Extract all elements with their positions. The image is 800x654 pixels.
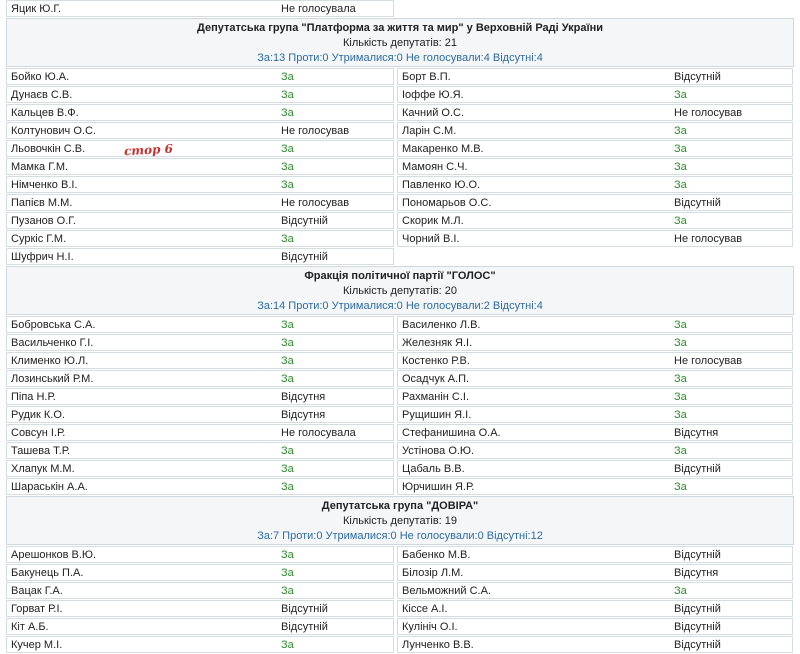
deputy-name: Кальцев В.Ф. [11, 106, 79, 119]
table-row [6, 122, 794, 140]
deputy-cell [397, 546, 793, 563]
table-row [6, 316, 794, 334]
table-row [6, 352, 794, 370]
vote-value: За [674, 390, 687, 403]
deputy-name: Ташева Т.Р. [11, 444, 71, 457]
deputy-cell [397, 370, 793, 387]
deputy-cell [397, 212, 793, 229]
faction-header [6, 496, 794, 545]
deputy-cell [6, 618, 394, 635]
vote-value: Не голосувала [281, 426, 356, 439]
deputy-cell [397, 176, 793, 193]
deputy-name: Осадчук А.П. [402, 372, 470, 385]
deputy-name: Горват Р.І. [11, 602, 63, 615]
deputy-cell [6, 140, 394, 157]
table-row [6, 424, 794, 442]
vote-value: Відсутній [674, 548, 721, 561]
vote-value: За [281, 566, 294, 579]
table-row [6, 406, 794, 424]
table-row [6, 68, 794, 86]
deputy-cell [6, 406, 394, 423]
vote-value: За [674, 480, 687, 493]
deputy-name: Мамка Г.М. [11, 160, 69, 173]
deputy-cell [6, 0, 394, 17]
empty-cell [397, 248, 793, 265]
deputy-name: Устінова О.Ю. [402, 444, 475, 457]
deputy-name: Яцик Ю.Г. [11, 2, 62, 15]
vote-value: За [674, 444, 687, 457]
vote-value: Відсутній [281, 620, 328, 633]
vote-value: За [281, 160, 294, 173]
vote-value: За [281, 232, 294, 245]
vote-summary: За:13 Проти:0 Утрималися:0 Не голосували:4 Відсутні:4 [257, 52, 543, 64]
deputy-name: Арешонков В.Ю. [11, 548, 97, 561]
deputy-name: Хлапук М.М. [11, 462, 75, 475]
table-row [6, 334, 794, 352]
vote-value: За [281, 480, 294, 493]
deputy-name: Кіт А.Б. [11, 620, 49, 633]
vote-value: За [281, 142, 294, 155]
deputy-cell [397, 68, 793, 85]
deputy-cell [6, 248, 394, 265]
deputy-count: Кількість депутатів: 19 [342, 515, 458, 527]
deputy-cell [397, 194, 793, 211]
table-row [6, 0, 794, 18]
faction-title: Депутатська група "Платформа за життя та мир" у Верховній Раді України [196, 22, 604, 34]
deputy-cell [6, 478, 394, 495]
vote-value: За [281, 70, 294, 83]
deputy-cell [6, 424, 394, 441]
vote-value: Відсутня [281, 390, 326, 403]
deputy-cell [6, 104, 394, 121]
vote-value: Відсутня [674, 426, 719, 439]
deputy-cell [6, 564, 394, 581]
deputy-cell [6, 600, 394, 617]
deputy-cell [397, 478, 793, 495]
vote-value: Не голосував [281, 196, 350, 209]
table-row [6, 582, 794, 600]
vote-value: За [674, 372, 687, 385]
deputy-name: Суркіс Г.М. [11, 232, 67, 245]
deputy-name: Ларін С.М. [402, 124, 457, 137]
deputy-cell [6, 388, 394, 405]
vote-value: За [674, 178, 687, 191]
deputy-name: Железняк Я.І. [402, 336, 473, 349]
deputy-cell [397, 636, 793, 653]
deputy-name: Лунченко В.В. [402, 638, 474, 651]
deputy-name: Юрчишин Я.Р. [402, 480, 475, 493]
table-row [6, 370, 794, 388]
vote-value: Не голосував [281, 124, 350, 137]
vote-value: Не голосував [674, 232, 743, 245]
deputy-name: Скорик М.Л. [402, 214, 464, 227]
table-row [6, 388, 794, 406]
vote-value: За [674, 408, 687, 421]
vote-value: За [281, 548, 294, 561]
deputy-cell [6, 370, 394, 387]
vote-value: За [281, 354, 294, 367]
table-row [6, 478, 794, 496]
table-row [6, 600, 794, 618]
deputy-count: Кількість депутатів: 21 [342, 37, 458, 49]
deputy-cell [397, 424, 793, 441]
vote-value: За [674, 214, 687, 227]
deputy-name: Піпа Н.Р. [11, 390, 56, 403]
faction-title: Депутатська група "ДОВІРА" [321, 500, 479, 512]
deputy-count: Кількість депутатів: 20 [342, 285, 458, 297]
vote-value: Відсутній [281, 602, 328, 615]
deputy-cell [397, 618, 793, 635]
vote-value: За [674, 142, 687, 155]
faction-header [6, 266, 794, 315]
vote-value: За [281, 106, 294, 119]
deputy-cell [397, 388, 793, 405]
deputy-name: Макаренко М.В. [402, 142, 484, 155]
vote-value: За [281, 584, 294, 597]
table-row [6, 618, 794, 636]
deputy-name: Вельможний С.А. [402, 584, 491, 597]
deputy-name: Пузанов О.Г. [11, 214, 76, 227]
vote-value: За [674, 124, 687, 137]
vote-value: За [281, 372, 294, 385]
deputy-cell [6, 442, 394, 459]
deputy-cell [6, 582, 394, 599]
deputy-cell [6, 636, 394, 653]
deputy-name: Шараськін А.А. [11, 480, 88, 493]
deputy-name: Чорний В.І. [402, 232, 460, 245]
deputy-cell [6, 212, 394, 229]
deputy-name: Качний О.С. [402, 106, 465, 119]
faction-title: Фракція політичної партії "ГОЛОС" [304, 270, 496, 282]
vote-value: Відсутній [674, 602, 721, 615]
vote-value: За [674, 160, 687, 173]
table-row [6, 86, 794, 104]
deputy-cell [397, 316, 793, 333]
deputy-cell [6, 176, 394, 193]
table-row [6, 460, 794, 478]
empty-cell [397, 0, 793, 17]
deputy-name: Бойко Ю.А. [11, 70, 70, 83]
deputy-name: Рущишин Я.І. [402, 408, 472, 421]
deputy-name: Льовочкін С.В. [11, 142, 86, 155]
deputy-cell [6, 158, 394, 175]
vote-value: За [281, 444, 294, 457]
deputy-name: Дунаєв С.В. [11, 88, 73, 101]
deputy-cell [6, 68, 394, 85]
deputy-cell [397, 334, 793, 351]
deputy-name: Стефанишина О.А. [402, 426, 501, 439]
deputy-cell [6, 352, 394, 369]
vote-value: Відсутній [674, 638, 721, 651]
deputy-cell [6, 460, 394, 477]
deputy-cell [6, 194, 394, 211]
deputy-cell [397, 140, 793, 157]
deputy-name: Борт В.П. [402, 70, 451, 83]
deputy-name: Пономарьов О.С. [402, 196, 492, 209]
vote-results [6, 0, 794, 654]
deputy-cell [397, 460, 793, 477]
deputy-cell [397, 582, 793, 599]
deputy-cell [397, 406, 793, 423]
deputy-cell [397, 230, 793, 247]
deputy-name: Клименко Ю.Л. [11, 354, 89, 367]
vote-value: За [281, 462, 294, 475]
table-row [6, 104, 794, 122]
deputy-name: Цабаль В.В. [402, 462, 465, 475]
deputy-cell [6, 334, 394, 351]
deputy-cell [6, 86, 394, 103]
deputy-cell [6, 230, 394, 247]
vote-summary: За:14 Проти:0 Утрималися:0 Не голосували:2 Відсутні:4 [257, 300, 543, 312]
faction-groups [6, 18, 794, 654]
table-row [6, 248, 794, 266]
deputy-cell [397, 564, 793, 581]
vote-value: Відсутня [674, 566, 719, 579]
deputy-cell [397, 122, 793, 139]
vote-value: За [281, 336, 294, 349]
deputy-cell [397, 442, 793, 459]
vote-value: Не голосував [674, 354, 743, 367]
vote-value: За [674, 336, 687, 349]
table-row [6, 158, 794, 176]
vote-value: Відсутній [674, 620, 721, 633]
deputy-name: Павленко Ю.О. [402, 178, 481, 191]
vote-value: За [674, 318, 687, 331]
deputy-name: Папієв М.М. [11, 196, 73, 209]
vote-value: За [674, 584, 687, 597]
deputy-name: Бобровська С.А. [11, 318, 96, 331]
deputy-cell [6, 122, 394, 139]
deputy-name: Кулініч О.І. [402, 620, 458, 633]
deputy-name: Василенко Л.В. [402, 318, 481, 331]
vote-value: Відсутня [281, 408, 326, 421]
deputy-name: Білозір Л.М. [402, 566, 464, 579]
deputy-name: Бабенко М.В. [402, 548, 471, 561]
deputy-name: Совсун І.Р. [11, 426, 66, 439]
vote-value: За [281, 638, 294, 651]
table-row [6, 564, 794, 582]
vote-value: За [281, 178, 294, 191]
deputy-cell [397, 352, 793, 369]
vote-value: Не голосував [674, 106, 743, 119]
deputy-cell [397, 158, 793, 175]
deputy-cell [397, 104, 793, 121]
vote-value: За [674, 88, 687, 101]
deputy-name: Лозинський Р.М. [11, 372, 94, 385]
deputy-name: Німченко В.І. [11, 178, 78, 191]
table-row [6, 442, 794, 460]
deputy-name: Васильченко Г.І. [11, 336, 94, 349]
deputy-name: Рахманін С.І. [402, 390, 470, 403]
deputy-cell [6, 546, 394, 563]
deputy-cell [6, 316, 394, 333]
deputy-name: Вацак Г.А. [11, 584, 63, 597]
deputy-name: Іоффе Ю.Я. [402, 88, 464, 101]
vote-value: Відсутній [281, 250, 328, 263]
deputy-name: Рудик К.О. [11, 408, 65, 421]
deputy-name: Мамоян С.Ч. [402, 160, 468, 173]
deputy-name: Кіссе А.І. [402, 602, 448, 615]
table-row [6, 546, 794, 564]
vote-value: Не голосувала [281, 2, 356, 15]
table-row [6, 230, 794, 248]
vote-value: Відсутній [674, 70, 721, 83]
handwritten-note: стор 6 [123, 141, 174, 159]
deputy-cell [397, 600, 793, 617]
table-row [6, 212, 794, 230]
table-row [6, 176, 794, 194]
deputy-name: Колтунович О.С. [11, 124, 96, 137]
deputy-name: Шуфрич Н.І. [11, 250, 74, 263]
deputy-name: Костенко Р.В. [402, 354, 470, 367]
vote-summary: За:7 Проти:0 Утрималися:0 Не голосували:0 Відсутні:12 [257, 530, 543, 542]
faction-header [6, 18, 794, 67]
deputy-cell [397, 86, 793, 103]
vote-value: Відсутній [674, 196, 721, 209]
table-row [6, 636, 794, 654]
table-row [6, 194, 794, 212]
vote-value: За [281, 88, 294, 101]
vote-value: Відсутній [281, 214, 328, 227]
deputy-name: Кучер М.І. [11, 638, 63, 651]
vote-value: Відсутній [674, 462, 721, 475]
vote-value: За [281, 318, 294, 331]
deputy-name: Бакунець П.А. [11, 566, 84, 579]
